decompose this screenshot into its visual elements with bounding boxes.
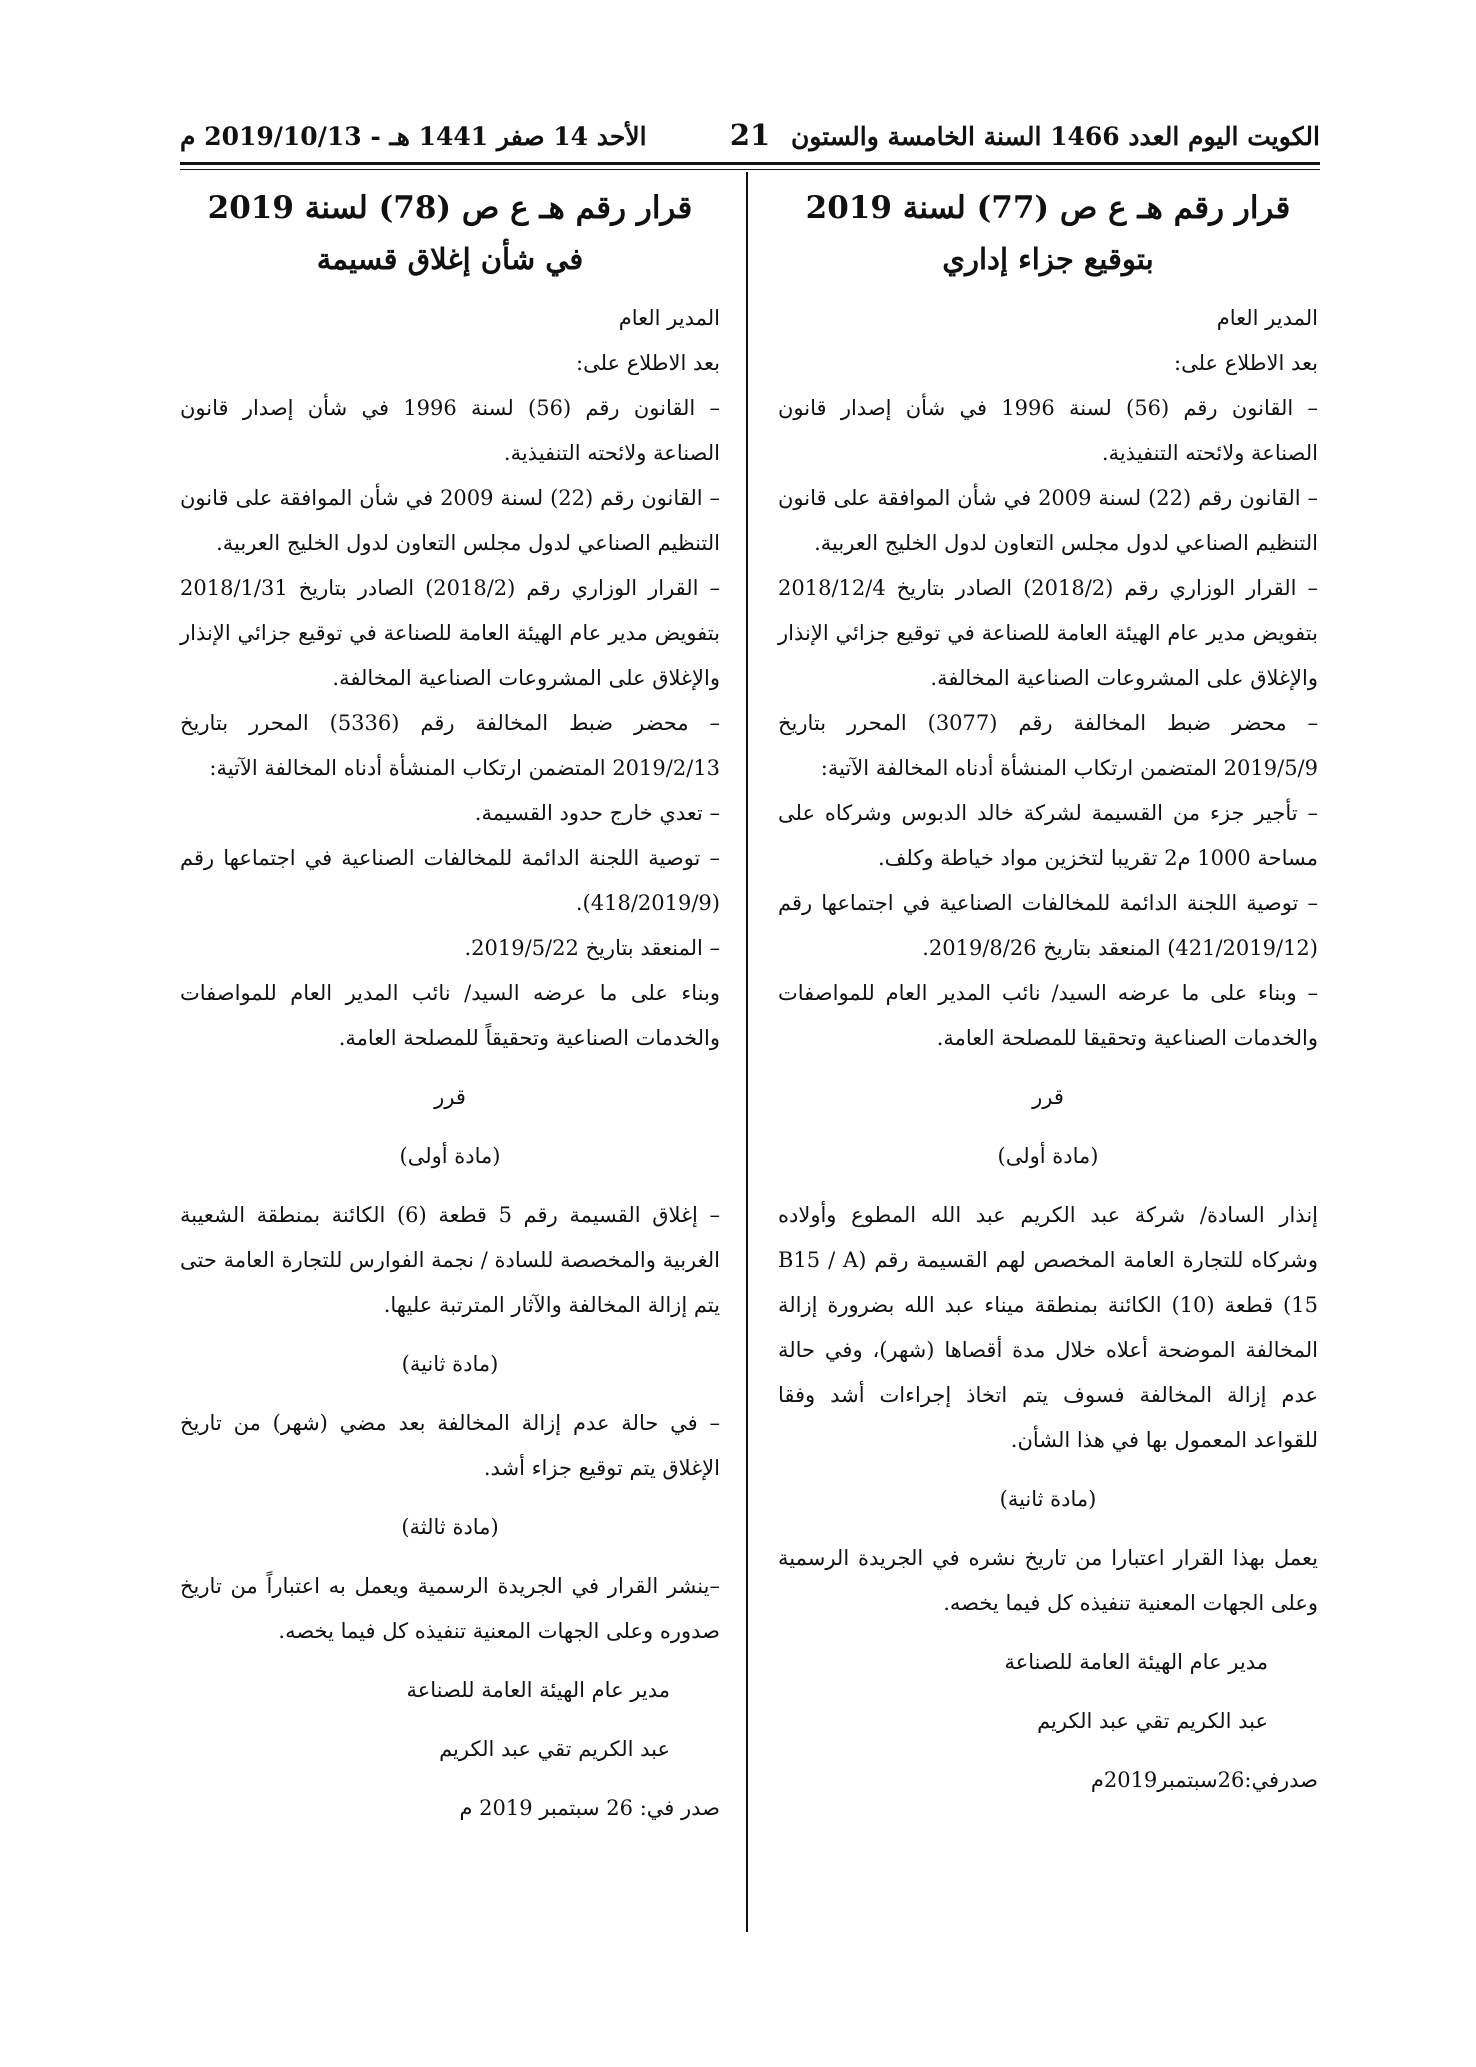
- issued-date: صدر في: 26 سبتمبر 2019 م: [459, 1796, 720, 1820]
- article-3-label: (مادة ثالثة): [401, 1515, 499, 1539]
- article-1-label: (مادة أولى): [997, 1144, 1099, 1168]
- paragraph: – وبناء على ما عرضه السيد/ نائب المدير العام للمواصفات والخدمات الصناعية وتحقيقا للمصلحة العامة.: [778, 981, 1318, 1050]
- paragraph: المدير العام: [1216, 306, 1318, 330]
- paragraph: – المنعقد بتاريخ 2019/5/22.: [464, 936, 720, 960]
- article-2-label: (مادة ثانية): [401, 1352, 499, 1376]
- signature-name: عبد الكريم تقي عبد الكريم: [439, 1737, 670, 1761]
- article-1-text: إنذار السادة/ شركة عبد الكريم عبد الله المطوع وأولاده وشركاه للتجارة العامة المخصص لهم القسيمة رقم (B15 / A 15) قطعة (10) الكائنة بمنطقة ميناء عبد الله بضرورة إزالة المخالفة الموضحة أعلاه خلال مدة أقصاها (شهر)، وفي حالة عدم إزالة المخالفة فسوف يتم اتخاذ إجراءات أشد وفقا للقواعد المعمول بها في هذا الشأن.: [778, 1203, 1318, 1452]
- paragraph: – محضر ضبط المخالفة رقم (5336) المحرر بتاريخ 2019/2/13 المتضمن ارتكاب المنشأة أدناه المخالفة الآتية:: [180, 711, 720, 780]
- issued-date: صدرفي:26سبتمبر2019م: [1090, 1768, 1318, 1792]
- signature-name: عبد الكريم تقي عبد الكريم: [1037, 1709, 1268, 1733]
- paragraph: – القرار الوزاري رقم (2018/2) الصادر بتاريخ 2018/1/31 بتفويض مدير عام الهيئة العامة للصناعة في توقيع جزائي الإنذار والإغلاق على المشروعات الصناعية المخالفة.: [180, 576, 720, 690]
- paragraph: المدير العام: [618, 306, 720, 330]
- decision-77-subtitle: بتوقيع جزاء إداري: [942, 242, 1154, 276]
- article-3-text: –ينشر القرار في الجريدة الرسمية ويعمل به اعتباراً من تاريخ صدوره وعلى الجهات المعنية تنفيذه كل فيما يخصه.: [180, 1574, 720, 1643]
- paragraph: وبناء على ما عرضه السيد/ نائب المدير العام للمواصفات والخدمات الصناعية وتحقيقاً للمصلحة العامة.: [180, 981, 720, 1050]
- decision-78-subtitle: في شأن إغلاق قسيمة: [316, 242, 584, 276]
- paragraph: – القانون رقم (22) لسنة 2009 في شأن الموافقة على قانون التنظيم الصناعي لدول مجلس التعاون لدول الخليج العربية.: [180, 486, 720, 555]
- column-divider: [746, 172, 748, 1932]
- paragraph: – محضر ضبط المخالفة رقم (3077) المحرر بتاريخ 2019/5/9 المتضمن ارتكاب المنشأة أدناه المخالفة الآتية:: [778, 711, 1318, 780]
- page-header: [180, 118, 1320, 158]
- paragraph: – القانون رقم (56) لسنة 1996 في شأن إصدار قانون الصناعة ولائحته التنفيذية.: [180, 396, 720, 465]
- paragraph: – القرار الوزاري رقم (2018/2) الصادر بتاريخ 2018/12/4 بتفويض مدير عام الهيئة العامة للصناعة في توقيع جزائي الإنذار والإغلاق على المشروعات الصناعية المخالفة.: [778, 576, 1318, 690]
- paragraph: بعد الاطلاع على:: [1174, 351, 1318, 375]
- paragraph: – القانون رقم (22) لسنة 2009 في شأن الموافقة على قانون التنظيم الصناعي لدول مجلس التعاون لدول الخليج العربية.: [778, 486, 1318, 555]
- signature-title: مدير عام الهيئة العامة للصناعة: [406, 1678, 670, 1702]
- header-publication: الكويت اليوم العدد 1466 السنة الخامسة والستون: [791, 122, 1320, 151]
- paragraph: – توصية اللجنة الدائمة للمخالفات الصناعية في اجتماعها رقم (418/2019/9).: [180, 846, 720, 915]
- article-1-text: – إغلاق القسيمة رقم 5 قطعة (6) الكائنة بمنطقة الشعيبة الغربية والمخصصة للسادة / نجمة الفوارس للتجارة العامة حتى يتم إزالة المخالفة والآثار المترتبة عليها.: [180, 1203, 720, 1317]
- paragraph: – تعدي خارج حدود القسيمة.: [474, 801, 720, 825]
- header-rule-thin: [180, 169, 1320, 170]
- decided-heading: قرر: [1032, 1085, 1064, 1109]
- paragraph: – توصية اللجنة الدائمة للمخالفات الصناعية في اجتماعها رقم (421/2019/12) المنعقد بتاريخ 2019/8/26.: [778, 891, 1318, 960]
- decision-78-column: [180, 178, 720, 1831]
- article-2-text: – في حالة عدم إزالة المخالفة بعد مضي (شهر) من تاريخ الإغلاق يتم توقيع جزاء أشد.: [180, 1411, 720, 1480]
- article-2-label: (مادة ثانية): [999, 1487, 1097, 1511]
- paragraph: بعد الاطلاع على:: [576, 351, 720, 375]
- decision-78-title: قرار رقم هـ ع ص (78) لسنة 2019: [207, 190, 693, 226]
- decision-77-column: [778, 178, 1318, 1803]
- article-2-text: يعمل بهذا القرار اعتبارا من تاريخ نشره في الجريدة الرسمية وعلى الجهات المعنية تنفيذه كل فيما يخصه.: [778, 1546, 1318, 1615]
- header-date: الأحد 14 صفر 1441 هـ - 2019/10/13 م: [180, 122, 647, 151]
- decided-heading: قرر: [434, 1085, 466, 1109]
- signature-title: مدير عام الهيئة العامة للصناعة: [1004, 1650, 1268, 1674]
- article-1-label: (مادة أولى): [399, 1144, 501, 1168]
- header-page-number: 21: [729, 118, 771, 152]
- paragraph: – تأجير جزء من القسيمة لشركة خالد الدبوس وشركاه على مساحة 1000 م2 تقريبا لتخزين مواد خياطة وكلف.: [778, 801, 1318, 870]
- paragraph: – القانون رقم (56) لسنة 1996 في شأن إصدار قانون الصناعة ولائحته التنفيذية.: [778, 396, 1318, 465]
- header-rule-thick: [180, 162, 1320, 165]
- decision-77-title: قرار رقم هـ ع ص (77) لسنة 2019: [805, 190, 1291, 226]
